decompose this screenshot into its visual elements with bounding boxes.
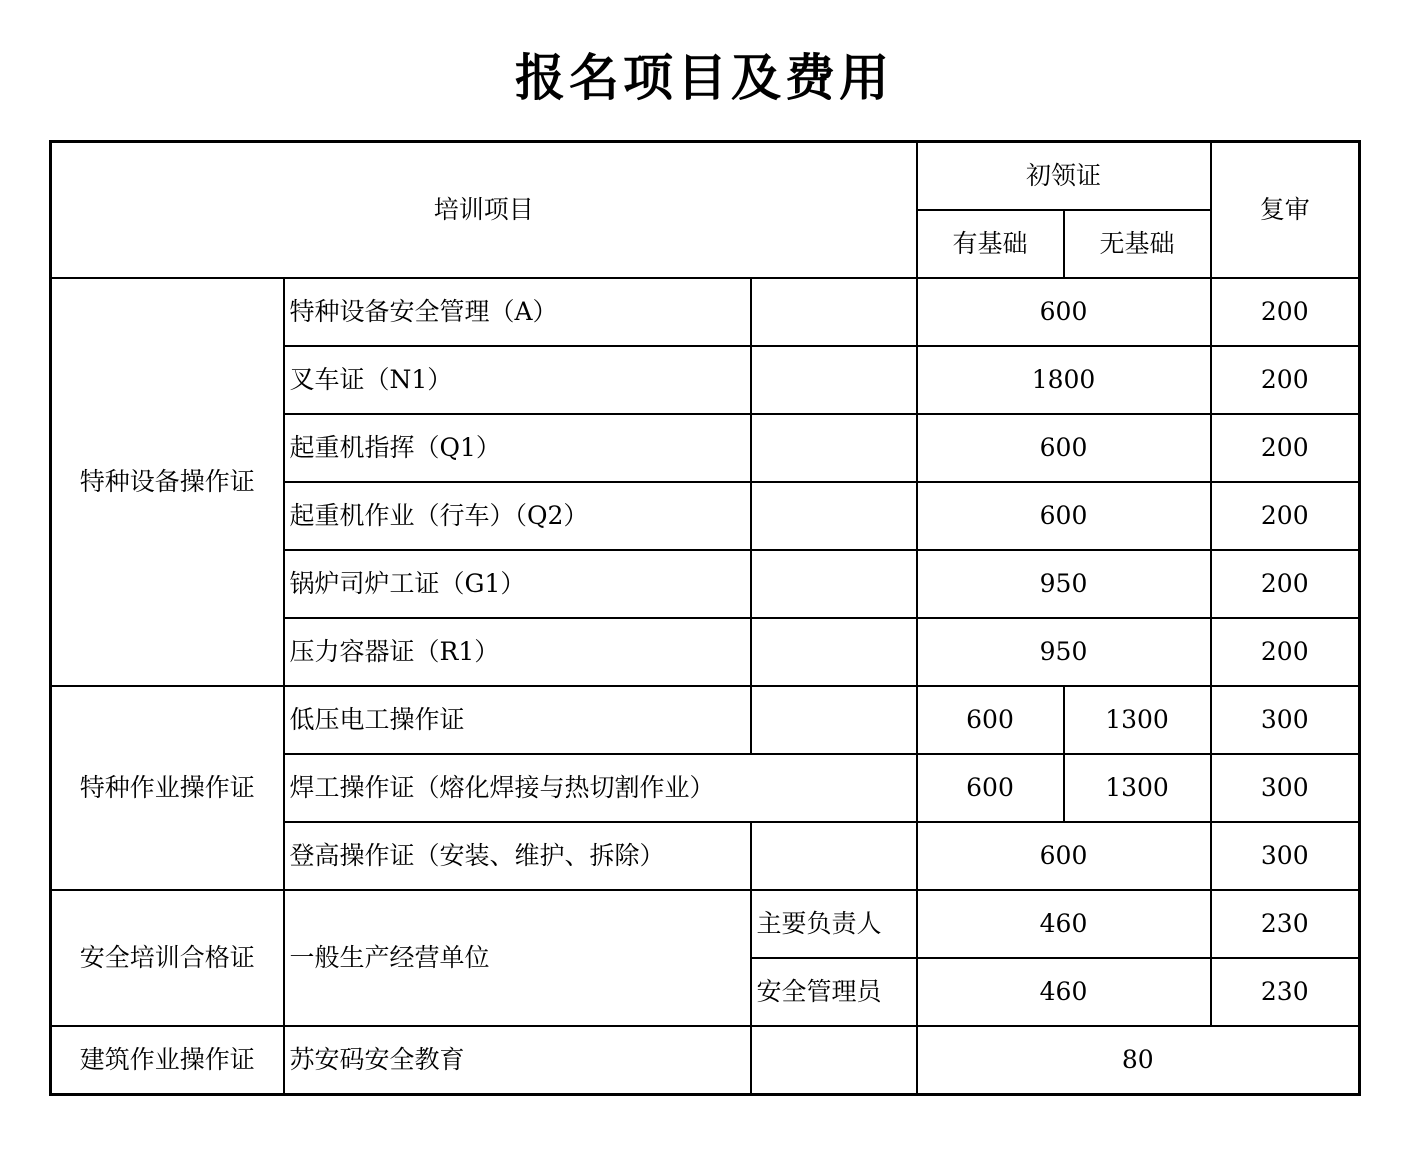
header-review: 复审 [1211, 142, 1360, 279]
blank-cell [751, 822, 917, 890]
initial-fee: 1800 [917, 346, 1211, 414]
blank-cell [751, 1026, 917, 1095]
group-label: 特种作业操作证 [51, 686, 284, 890]
with-basis-fee: 600 [917, 686, 1064, 754]
item-label: 起重机作业（行车）（Q2） [284, 482, 751, 550]
item-label: 起重机指挥（Q1） [284, 414, 751, 482]
role-label: 安全管理员 [751, 958, 917, 1026]
initial-fee: 600 [917, 822, 1211, 890]
table-row [51, 686, 1360, 754]
initial-fee: 950 [917, 618, 1211, 686]
table-header-row [51, 142, 1360, 211]
without-basis-fee: 1300 [1064, 686, 1211, 754]
review-fee: 230 [1211, 890, 1360, 958]
blank-cell [751, 278, 917, 346]
table-row [51, 890, 1360, 958]
header-with-basis: 有基础 [917, 210, 1064, 278]
page-title: 报名项目及费用 [515, 49, 893, 107]
review-fee: 300 [1211, 686, 1360, 754]
item-label: 焊工操作证（熔化焊接与热切割作业） [284, 754, 917, 822]
blank-cell [751, 346, 917, 414]
item-label: 登高操作证（安装、维护、拆除） [284, 822, 751, 890]
header-project: 培训项目 [51, 142, 917, 279]
review-fee: 300 [1211, 754, 1360, 822]
header-without-basis: 无基础 [1064, 210, 1211, 278]
blank-cell [751, 618, 917, 686]
review-fee: 300 [1211, 822, 1360, 890]
item-label: 苏安码安全教育 [284, 1026, 751, 1095]
initial-fee: 600 [917, 414, 1211, 482]
item-label: 特种设备安全管理（A） [284, 278, 751, 346]
group-label: 特种设备操作证 [51, 278, 284, 686]
role-label: 主要负责人 [751, 890, 917, 958]
review-fee: 200 [1211, 482, 1360, 550]
item-label: 压力容器证（R1） [284, 618, 751, 686]
item-label: 锅炉司炉工证（G1） [284, 550, 751, 618]
item-label: 叉车证（N1） [284, 346, 751, 414]
group-label: 建筑作业操作证 [51, 1026, 284, 1095]
review-fee: 230 [1211, 958, 1360, 1026]
table-row [51, 1026, 1360, 1095]
review-fee: 200 [1211, 550, 1360, 618]
review-fee: 200 [1211, 346, 1360, 414]
group-label: 安全培训合格证 [51, 890, 284, 1026]
initial-fee: 950 [917, 550, 1211, 618]
initial-fee: 600 [917, 482, 1211, 550]
table-row [51, 278, 1360, 346]
with-basis-fee: 600 [917, 754, 1064, 822]
initial-fee: 460 [917, 890, 1211, 958]
blank-cell [751, 686, 917, 754]
initial-fee: 460 [917, 958, 1211, 1026]
header-initial: 初领证 [917, 142, 1211, 211]
without-basis-fee: 1300 [1064, 754, 1211, 822]
blank-cell [751, 482, 917, 550]
fee-table [49, 140, 1361, 1096]
review-fee: 200 [1211, 414, 1360, 482]
initial-fee: 600 [917, 278, 1211, 346]
item-label: 一般生产经营单位 [284, 890, 751, 1026]
blank-cell [751, 550, 917, 618]
review-fee: 200 [1211, 278, 1360, 346]
review-fee: 200 [1211, 618, 1360, 686]
total-fee: 80 [917, 1026, 1360, 1095]
blank-cell [751, 414, 917, 482]
item-label: 低压电工操作证 [284, 686, 751, 754]
